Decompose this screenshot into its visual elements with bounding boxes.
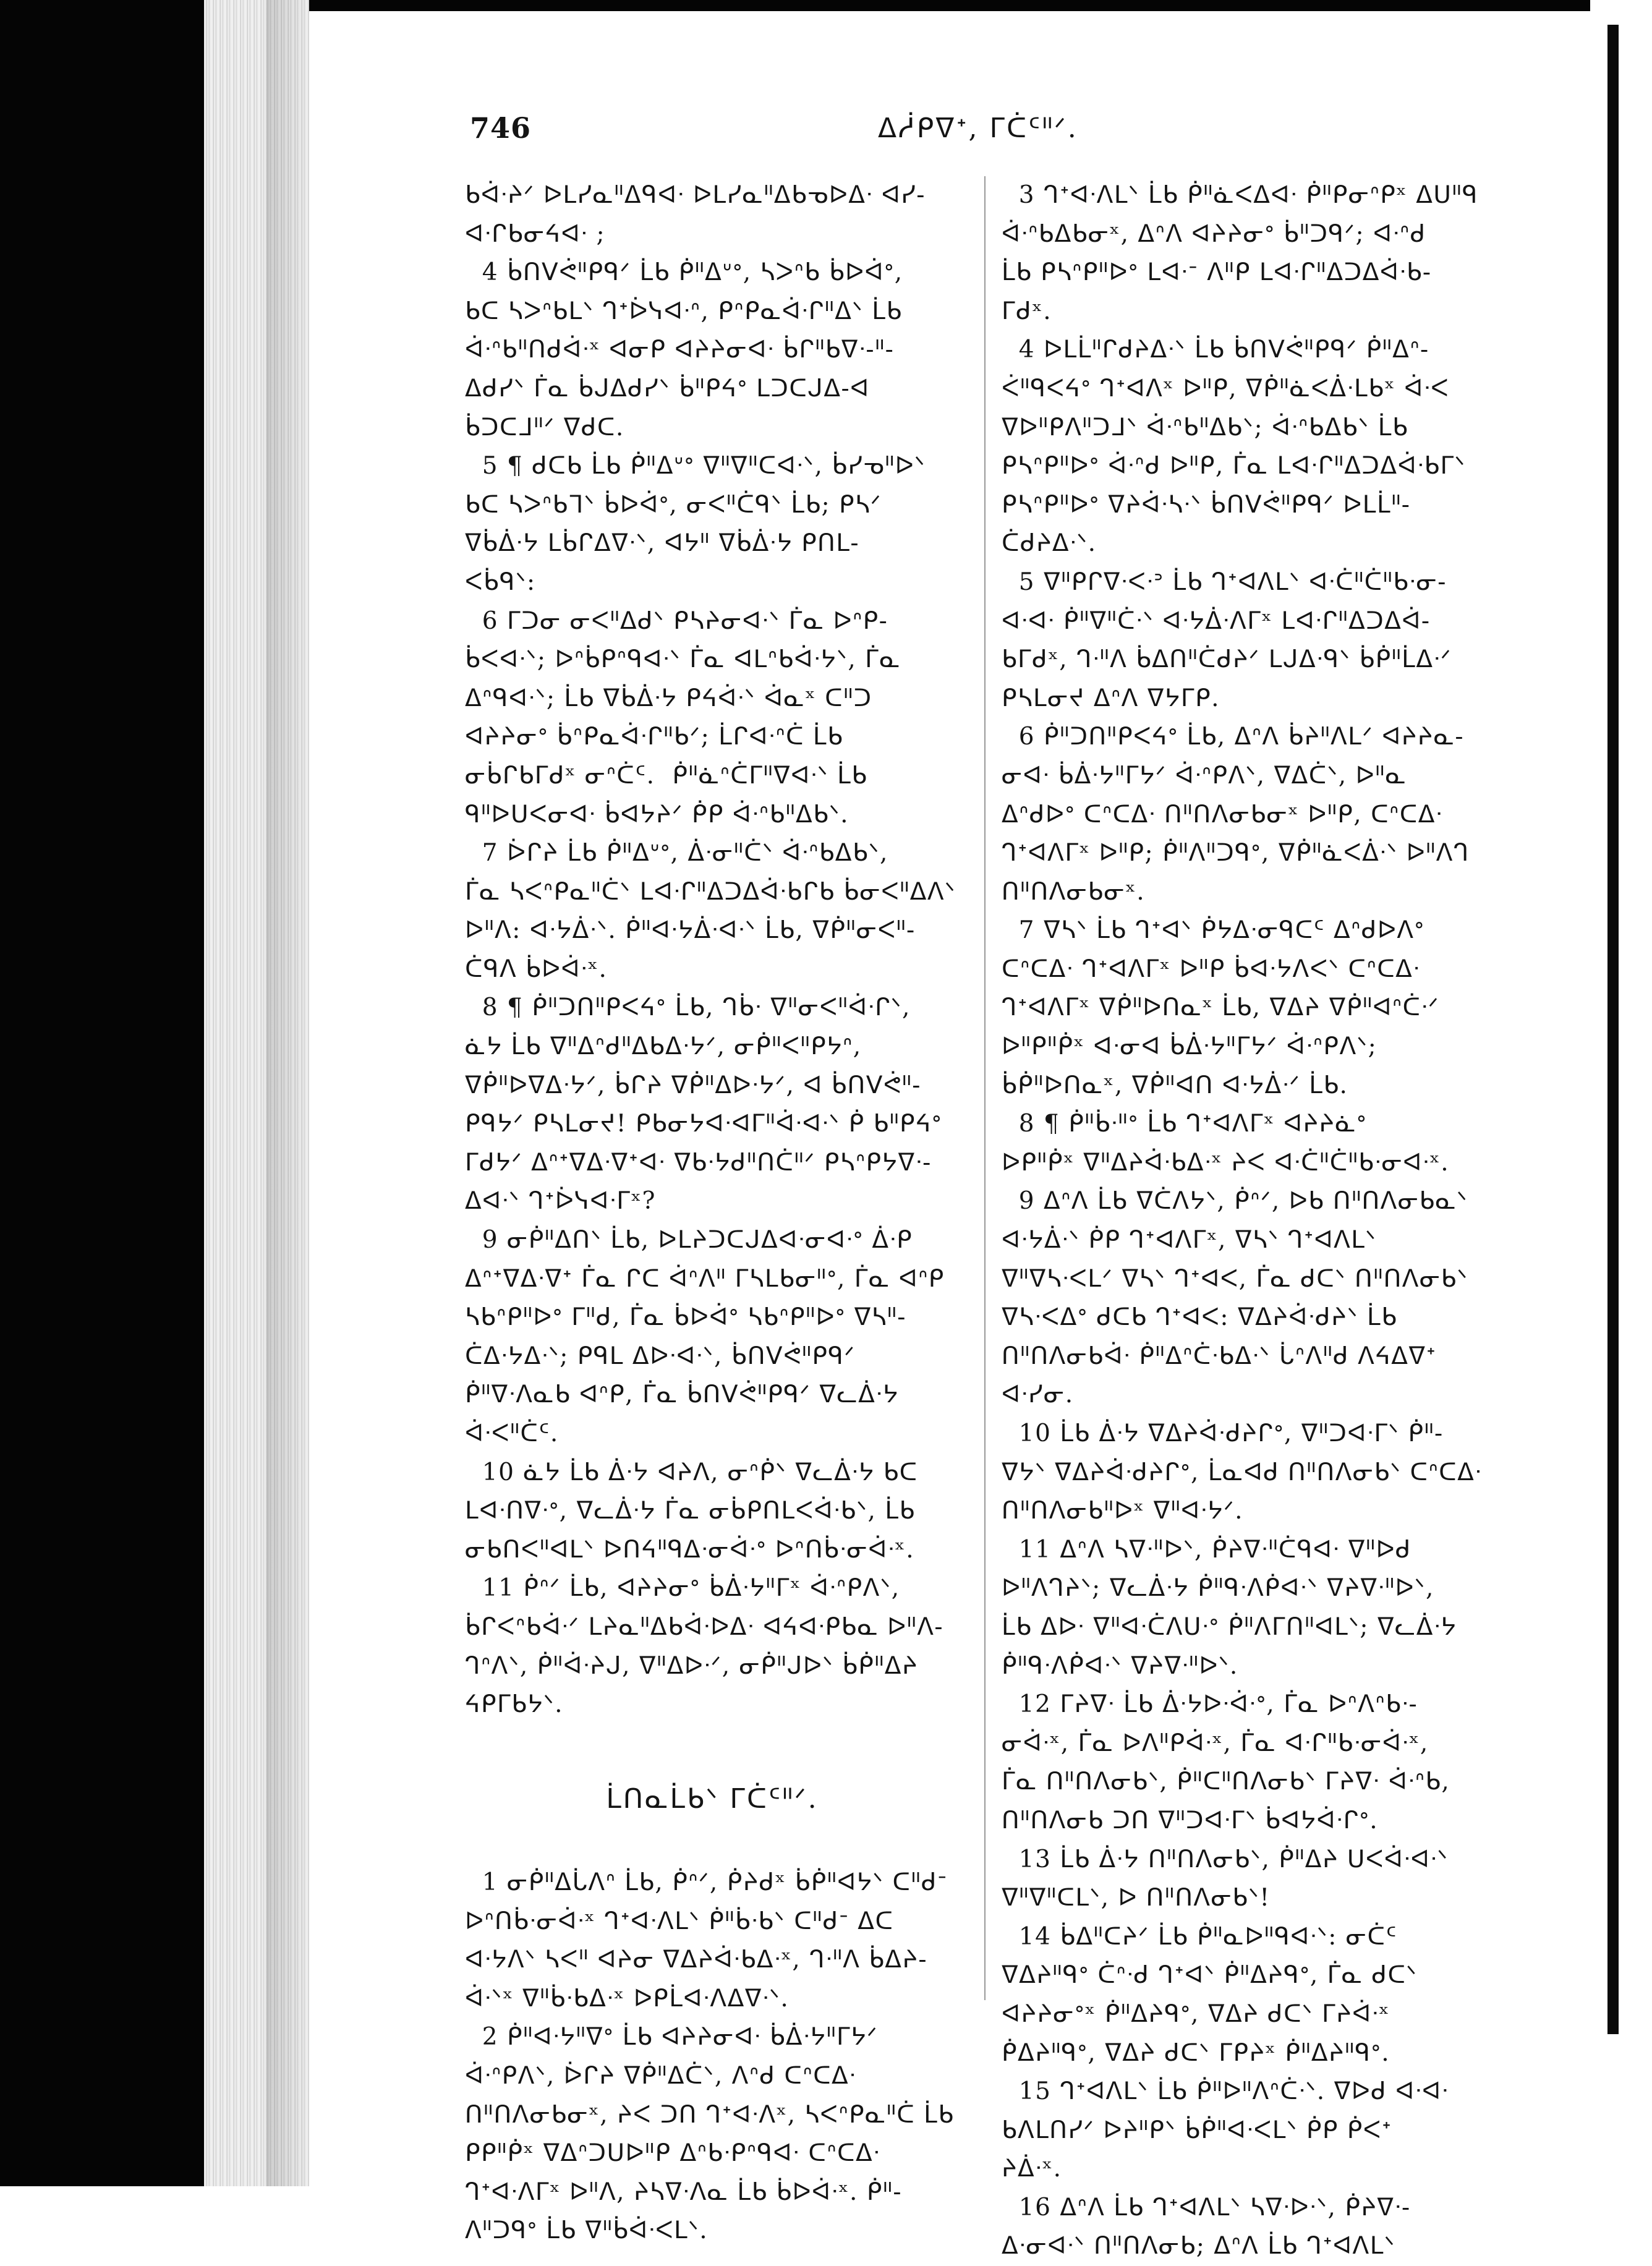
text-line: ᐋᐧᐸᐦᑖᑦ. (465, 1420, 559, 1447)
text-line: ᑮᐦᐁᐧᐱᓇᑲ ᐊᐢᑭ, ᒦᓇ ᑳᑎᐯᕚᐦᑭᑫᐟ ᐁᓚᐄᐧᔭ (465, 1381, 899, 1409)
text-line: ᑲᑕ ᓴᐳᐢᑲᒪᐠ ᒉᕀᐆᓭᐊᐧᐢ, ᑭᐢᑭᓇᐋᐧᒋᐦᐃᐠ ᒫᑲ (465, 297, 903, 325)
text-line: ᐊᔨᔨᓂᐤ ᑳᐢᑭᓇᐋᐧᒋᐦᑲᐟ; ᒫᒋᐊᐧᐢᑖ ᒫᑲ (465, 723, 844, 751)
text-line: ᑭᓴᒪᓂᔪ ᐃᐢᐱ ᐁᔭᒥᑭ. (1002, 684, 1220, 712)
text-line: ᓂᐊᐧ ᑳᐄᐧᔭᐦᒥᔭᐟ ᐋᐧᐢᑭᐱᐠ, ᐁᐃᑖᐠ, ᐅᐦᓇ (1002, 761, 1407, 790)
scanner-background (0, 0, 204, 2186)
text-line: 4 ᐅᒪᒫᐦᒋᑯᔨᐃᐧᐠ ᒫᑲ ᑳᑎᐯᕚᐦᑭᑫᐟ ᑮᐦᐃᐢ- (1002, 336, 1429, 364)
text-line: ᒥᑯˣ. (1002, 297, 1052, 325)
text-line: ᐁᐅᐦᑭᐱᐦᑐᒧᐠ ᐋᐧᐢᑲᐦᐃᑲᐠ; ᐋᐧᐢᑲᐃᑲᐠ ᒫᑲ (1002, 413, 1408, 441)
text-line: ᐁᑮᐦᐅᐁᐃᐧᔭᐟ, ᑳᒋᔨ ᐁᑮᐦᐃᐅᐧᔭᐟ, ᐊ ᑳᑎᐯᕚᐦ- (465, 1071, 921, 1099)
text-line: 5 ᐁᐦᑭᒋᐁᐧᐸᐧᐣ ᒫᑲ ᒉᕀᐊᐱᒪᐠ ᐊᐧᑖᐦᑖᐦᑲᐧᓂ- (1002, 568, 1447, 596)
text-line: 9 ᐃᐢᐱ ᒫᑲ ᐁᑖᐱᔭᐠ, ᑮᐢᐟ, ᐅᑲ ᑎᐦᑎᐱᓂᑲᓇᐠ (1002, 1187, 1468, 1216)
text-line: ᐃᑯᓯᐠ ᒦᓇ ᑳᒍᐃᑯᓯᐠ ᑳᐦᑭᔦᐤ ᒪᑐᑕᒍᐃ-ᐊ (465, 374, 870, 403)
text-line: ᑭᓴᐢᑭᐦᐅᐤ ᐋᐧᐢᑯ ᐅᐦᑭ, ᒦᓇ ᒪᐊᐧᒋᐦᐃᑐᐃᐋᐧᑲᒥᐠ (1002, 452, 1466, 480)
text-line: 6 ᑮᐦᑐᑎᐦᑭᐸᔦᐤ ᒫᑲ, ᐃᐢᐱ ᑳᔨᐦᐱᒪᐟ ᐊᔨᔨᓇ- (1002, 723, 1465, 751)
text-line: ᔦᑭᒥᑲᔭᐠ. (465, 1690, 564, 1719)
text-line: ᑕᐢᑕᐃᐧ ᒉᕀᐊᐱᒥˣ ᐅᐦᑭ ᑳᐊᐧᔭᐱᐸᐠ ᑕᐢᑕᐃᐧ (1002, 955, 1420, 983)
text-line: ᐁᓴᐧᐸᐃᐤ ᑯᑕᑲ ᒉᕀᐊᐸ: ᐁᐃᔨᐋᐧᑯᔨᐠ ᒫᑲ (1002, 1303, 1398, 1332)
text-line: ᓴᑲᐢᑭᐦᐅᐤ ᒥᐦᑯ, ᒦᓇ ᑳᐅᐋᐤ ᓴᑲᐢᑭᐦᐅᐤ ᐁᓴᐦ- (465, 1303, 906, 1332)
text-line: ᑮᐃᔨᐦᑫᐤ, ᐁᐃᔨ ᑯᑕᐠ ᒥᑭᔨˣ ᑮᐦᐃᔨᐦᑫᐤ. (1002, 2038, 1390, 2067)
text-line: 13 ᒫᑲ ᐄᐧᔭ ᑎᐦᑎᐱᓂᑲᐠ, ᑮᐦᐃᔨ ᑌᐸᐋᐧᐊᐧᐠ (1002, 1845, 1449, 1873)
left-column-bottom (465, 1863, 960, 2251)
left-column (465, 176, 960, 1724)
text-line: ᐊᔨᔨᓂᐤˣ ᑮᐦᐃᔨᑫᐤ, ᐁᐃᔨ ᑯᑕᐠ ᒥᔨᐋᐧˣ (1002, 2000, 1390, 2028)
text-line: ᑖᐃᐧᔭᐃᐧᐠ; ᑭᑫᒪ ᐃᐅᐧᐊᐧᐠ, ᑳᑎᐯᕚᐦᑭᑫᐟ (465, 1342, 856, 1370)
text-line: ᒉᕀᐊᐱᒥˣ ᐅᐦᑭ; ᑮᐦᐱᐦᑐᑫᐤ, ᐁᑮᐦᓈᐸᐄᐧᐠ ᐅᐦᐱᒉ (1002, 839, 1470, 867)
text-line: 7 ᐆᒋᔨ ᒫᑲ ᑮᐦᐃᐡᐤ, ᐄᐧᓂᐦᑖᐠ ᐋᐧᐢᑲᐃᑲᐠ, (465, 839, 888, 867)
text-line: ᒫᑲ ᑭᓴᐢᑭᐦᐅᐤ ᒪᐊᐧᐨ ᐱᐦᑭ ᒪᐊᐧᒋᐦᐃᑐᐃᐋᐧᑲ- (1002, 258, 1432, 287)
text-line: 16 ᐃᐢᐱ ᒫᑲ ᒉᕀᐊᐱᒪᐠ ᓴᐁᐧᐅᐧᐠ, ᑮᔨᐁᐧ- (1002, 2193, 1411, 2221)
text-line: 10 ᓈᔭ ᒫᑲ ᐄᐧᔭ ᐊᔨᐱ, ᓂᐢᑮᐠ ᐁᓚᐄᐧᔭ ᑲᑕ (465, 1458, 918, 1486)
text-line: ᐸᑳᑫᐠ: (465, 568, 536, 596)
text-line: ᐊᐧᓯᓂ. (1002, 1381, 1074, 1409)
text-line: ᐁᐦᐁᓴᐧᐸᒪᐟ ᐁᓴᐠ ᒉᕀᐊᐸ, ᒦᓇ ᑯᑕᐠ ᑎᐦᑎᐱᓂᑲᐠ (1002, 1264, 1468, 1293)
text-line: ᐁᑳᐄᐧᔭ ᒪᑳᒋᐃᐁᐧᐠ, ᐊᔭᐦ ᐁᑳᐄᐧᔭ ᑭᑎᒪ- (465, 529, 860, 558)
text-line: ᓂᑳᒋᑲᒥᑯˣ ᓂᐢᑖᑦ. ᑮᐦᓈᐢᑖᒥᐦᐁᐊᐧᐠ ᒫᑲ (465, 761, 868, 790)
text-line: ᑎᐦᑎᐱᓂᑲᓂˣ, ᔨᐸ ᑐᑎ ᒉᕀᐊᐧᐱˣ, ᓴᐸᐢᑭᓇᐦᑖ ᒫᑲ (465, 2100, 955, 2129)
text-line: ᑖᑫᐱ ᑳᐅᐋᐧˣ. (465, 955, 608, 983)
text-line: ᐊᐧᐊᐧ ᑮᐦᐁᐦᑖᐧᐠ ᐊᐧᔭᐄᐧᐱᒥˣ ᒪᐊᐧᒋᐦᐃᑐᐃᐋ- (1002, 607, 1431, 635)
text-line: ᑖᑯᔨᐃᐧᐠ. (1002, 529, 1097, 558)
text-line: 4 ᑳᑎᐯᕚᐦᑭᑫᐟ ᒫᑲ ᑮᐦᐃᐡᐤ, ᓴᐳᐢᑲ ᑳᐅᐋᐤ, (465, 258, 903, 287)
text-line: ᐃᐢᕀᐁᐃᐧᐁᕀ ᒦᓇ ᒋᑕ ᐋᐢᐱᐦ ᒥᓴᒪᑲᓂᐦᐤ, ᒦᓇ ᐊᐢᑭ (465, 1264, 945, 1293)
text-line: 1 ᓂᑮᐦᐃᒑᐱᐢ ᒫᑲ, ᑮᐢᐟ, ᑮᔨᑯˣ ᑳᑮᐦᐊᔭᐠ ᑕᐦᑯᐨ (465, 1868, 948, 1896)
text-line: ᐁᔭᐠ ᐁᐃᔨᐋᐧᑯᔨᒋᐤ, ᒫᓇᐊᑯ ᑎᐦᑎᐱᓂᑲᐠ ᑕᐢᑕᐃᐧ (1002, 1458, 1482, 1486)
text-line: ᐅᑭᐦᑮˣ ᐁᐦᐃᔨᐋᐧᑲᐃᐧˣ ᔨᐸ ᐊᐧᑖᐦᑖᐦᑲᐧᓂᐊᐧˣ. (1002, 1148, 1450, 1177)
text-line: ᑳᑮᐦᐅᑎᓇˣ, ᐁᑮᐦᐊᑎ ᐊᐧᔭᐄᐧᐟ ᒫᑲ. (1002, 1071, 1348, 1099)
text-line: ᔨᐄᐧˣ. (1002, 2155, 1062, 2183)
text-line: 3 ᒉᕀᐊᐧᐱᒪᐠ ᒫᑲ ᑮᐦᓈᐸᐃᐊᐧ ᑮᐦᑭᓂᐢᑭˣ ᐃᑌᐦᑫ (1002, 181, 1478, 209)
text-line: 11 ᑮᐢᐟ ᒫᑲ, ᐊᔨᔨᓂᐤ ᑳᐄᐧᔭᐦᒥˣ ᐋᐧᐢᑭᐱᐠ, (465, 1574, 900, 1603)
text-line: 9 ᓂᑮᐦᐃᑎᐠ ᒫᑲ, ᐅᒪᔨᑐᑕᒍᐃᐊᐧᓂᐊᐧᐤ ᐄᐧᑭ (465, 1226, 913, 1254)
opposite-page-edge (1590, 0, 1652, 2186)
text-line: ᑲᑕ ᓴᐳᐢᑲᒣᐠ ᑳᐅᐋᐤ, ᓂᐸᐦᑖᑫᐠ ᒫᑲ; ᑭᓴᐟ (465, 490, 882, 519)
text-line: 5 ¶ ᑯᑕᑲ ᒫᑲ ᑮᐦᐃᐡᐤ ᐁᐦᐁᐦᑕᐊᐧᐠ, ᑳᓯᓀᐦᐅᐠ (465, 452, 926, 480)
page-number: 746 (470, 111, 532, 145)
text-line: ᑎᐦᑎᐱᓂᑲᐋᐧ ᑮᐦᐃᐢᑖᐧᑲᐃᐧᐠ ᒑᐢᐱᐦᑯ ᐱᔦᐃᐁᕀ (1002, 1342, 1437, 1370)
text-line: ᐹᐦᑫᐸᔦᐤ ᒉᕀᐊᐱˣ ᐅᐦᑭ, ᐁᑮᐦᓈᐸᐄᐧᒪᑲˣ ᐋᐧᐸ (1002, 374, 1450, 403)
text-line: ᒉᐢᐱᐠ, ᑮᐦᐋᐧᔨᒍ, ᐁᐦᐃᐅᐧᐟ, ᓂᑮᐦᒍᐅᐠ ᑳᑮᐦᐃᔨ (465, 1651, 918, 1680)
text-line: 8 ¶ ᑮᐦᑳᐧᐦᐤ ᒫᑲ ᒉᕀᐊᐱᒥˣ ᐊᔨᔨᓈᐤ (1002, 1110, 1367, 1138)
text-line: ᐋᐧᐢᑲᐃᑲᓂˣ, ᐃᐢᐱ ᐊᔨᔨᓂᐤ ᑳᐦᑐᑫᐟ; ᐊᐧᐢᑯ (1002, 219, 1426, 248)
text-line: ᑭᑭᐦᑮˣ ᐁᐃᐢᑐᑌᐅᐦᑭ ᐃᐢᑲᐧᑭᐢᑫᐊᐧ ᑕᐢᑕᐃᐧ (465, 2139, 880, 2168)
text-line: ᐋᐧᐠˣ ᐁᐦᑳᐧᑲᐃᐧˣ ᐅᑭᒫᐊᐧᐱᐃᐁᐧᐠ. (465, 1984, 790, 2013)
text-line: ᐃᐢᑯᐅᐤ ᑕᐢᑕᐃᐧ ᑎᐦᑎᐱᓂᑲᓂˣ ᐅᐦᑭ, ᑕᐢᑕᐃᐧ (1002, 800, 1443, 828)
text-line: ᑭᑫᔭᐟ ᑭᓴᒪᓂᔪ! ᑭᑲᓂᔭᐊᐧᐊᒥᐦᐋᐧᐊᐧᐠ ᑮ ᑲᐦᑭᔦᐤ (465, 1110, 942, 1138)
text-line: ᐃᐊᐧᐠ ᒉᕀᐆᓭᐊᐧᒥˣ? (465, 1187, 656, 1216)
chapter-heading: ᒫᑎᓇᒫᑲᐠ ᒥᑖᑦᐦᐟ. (606, 1783, 819, 1815)
opposite-page-edge-line (1607, 25, 1619, 2034)
text-line: ᑮᐦᑫᐧᐱᑮᐊᐧᐠ ᐁᔨᐁᐧᐦᐅᐠ. (1002, 1651, 1238, 1680)
text-line: ᑲᒥᑯˣ, ᒉᐧᐦᐱ ᑳᐃᑎᐦᑖᑯᔨᐟ ᒪᒍᐃᐧᑫᐠ ᑳᑮᐦᒫᐃᐧᐟ (1002, 645, 1452, 674)
text-line: 15 ᒉᕀᐊᐱᒪᐠ ᒫᑲ ᑮᐦᐅᐦᐱᐢᑖᐧᐠ. ᐁᐅᑯ ᐊᐧᐊᐧ (1002, 2077, 1449, 2106)
text-line: ᐋᐧᐢᑭᐱᐠ, ᐆᒋᔨ ᐁᑮᐦᐃᑖᐠ, ᐱᐢᑯ ᑕᐢᑕᐃᐧ (465, 2061, 856, 2090)
binding-shadow (266, 0, 309, 2186)
text-line: 6 ᒥᑐᓂ ᓂᐸᐦᐃᑯᐠ ᑭᓴᔨᓂᐊᐧᐠ ᒦᓇ ᐅᐢᑭ- (465, 607, 888, 635)
running-head: ᐃᓲᑭᐁᕀ, ᒥᑖᑦᐦᐟ. (878, 113, 1078, 144)
column-divider (984, 176, 986, 2000)
text-line: ᐊᐧᔭᐄᐧᐠ ᑮᑭ ᒉᕀᐊᐱᒥˣ, ᐁᓴᐠ ᒉᕀᐊᐱᒪᐠ (1002, 1226, 1377, 1254)
text-line: ᑫᐦᐅᑌᐸᓂᐊᐧ ᑳᐊᔭᔨᐟ ᑮᑭ ᐋᐧᐢᑲᐦᐃᑲᐠ. (465, 800, 849, 828)
text-line: 12 ᒥᔨᐁᐧ ᒫᑲ ᐄᐧᔭᐅᐧᐋᐧᐤ, ᒦᓇ ᐅᐢᐱᐢᑲᐧ- (1002, 1690, 1418, 1719)
text-line: ᒦᓇ ᓴᐸᐢᑭᓇᐦᑖᐠ ᒪᐊᐧᒋᐦᐃᑐᐃᐋᐧᑲᒋᑲ ᑳᓂᐸᐦᐃᐱᐠ (465, 877, 956, 906)
text-line: 10 ᒫᑲ ᐄᐧᔭ ᐁᐃᔨᐋᐧᑯᔨᒋᐤ, ᐁᐦᑐᐊᐧᒥᐠ ᑮᐦ- (1002, 1420, 1444, 1447)
left-column-text-top (465, 176, 960, 1724)
text-line: ᐊᐧᒋᑲᓂᔦᐊᐧ ; (465, 219, 606, 248)
text-line: ᐅᐦᐱᒉᔨᐠ; ᐁᓚᐄᐧᔭ ᑮᐦᑫᐧᐱᑮᐊᐧᐠ ᐁᔨᐁᐧᐦᐅᐠ, (1002, 1574, 1434, 1603)
text-line: ᒦᓇ ᑎᐦᑎᐱᓂᑲᐠ, ᑮᐦᑕᐦᑎᐱᓂᑲᐠ ᒥᔨᐁᐧ ᐋᐧᐢᑲ, (1002, 1768, 1450, 1796)
text-line: ᒥᑯᔭᐟ ᐃᐢᕀᐁᐃᐧᐁᕀᐊᐧ ᐁᑲᐧᔭᑯᐦᑎᑖᐦᐟ ᑭᓴᐢᑭᔭᐁᐧ- (465, 1148, 932, 1177)
text-line: 7 ᐁᓴᐠ ᒫᑲ ᒉᕀᐊᐠ ᑮᔭᐃᐧᓂᑫᑕᑦ ᐃᐢᑯᐅᐱᐤ (1002, 916, 1425, 945)
text-line: ᑳᐸᐊᐧᐠ; ᐅᐢᑳᑭᐢᑫᐊᐧᐠ ᒦᓇ ᐊᒪᐢᑲᐋᐧᔭᐠ, ᒦᓇ (465, 645, 901, 674)
text-line: ᑲᐱᒪᑎᓯᐟ ᐅᔨᐦᑭᐠ ᑳᑮᐦᐊᐧᐸᒪᐠ ᑮᑭ ᑮᐸᕀ (1002, 2116, 1392, 2144)
text-line: 2 ᑮᐦᐊᐧᔭᐦᐁᐤ ᒫᑲ ᐊᔨᔨᓂᐊᐧ ᑳᐄᐧᔭᐦᒥᔭᐟ (465, 2023, 879, 2051)
text-line: ᒉᕀᐊᐧᐱᒥˣ ᐅᐦᐱ, ᔨᓴᐁᐧᐱᓇ ᒫᑲ ᑳᐅᐋᐧˣ. ᑮᐦ- (465, 2178, 903, 2206)
text-line: ᐁᐦᐁᐦᑕᒪᐠ, ᐅ ᑎᐦᑎᐱᓂᑲᐠ! (1002, 1884, 1271, 1912)
text-line: ᑲᐋᐧᔨᐟ ᐅᒪᓯᓇᐦᐃᑫᐊᐧ ᐅᒪᓯᓇᐦᐃᑲᓀᐅᐃᐧ ᐊᓯ- (465, 181, 926, 209)
text-line: ᒫᑲ ᐃᐅᐧ ᐁᐦᐊᐧᑖᐱᑌᐧᐤ ᑮᐦᐱᒥᑎᐦᐊᒪᐠ; ᐁᓚᐄᐧᔭ (1002, 1612, 1457, 1641)
text-line: 14 ᑳᐃᐦᑕᔨᐟ ᒫᑲ ᑮᐦᓇᐅᐦᑫᐊᐧᐠ: ᓂᑖᑦ (1002, 1922, 1397, 1951)
text-line: ᑳᑐᑕᒧᐦᐟ ᐁᑯᑕ. (465, 413, 624, 441)
text-line: ᐃᐢᑫᐊᐧᐠ; ᒫᑲ ᐁᑳᐄᐧᔭ ᑭᔦᐋᐧᐠ ᐋᓇˣ ᑕᐦᑐ (465, 684, 872, 712)
text-line: ᐃᐧᓂᐊᐧᐠ ᑎᐦᑎᐱᓂᑲ; ᐃᐢᐱ ᒫᑲ ᒉᕀᐊᐱᒪᐠ (1002, 2232, 1395, 2260)
text-line: ᐅᐦᐱ: ᐊᐧᔭᐄᐧᐠ. ᑮᐦᐊᐧᔭᐄᐧᐊᐧᐠ ᒫᑲ, ᐁᑮᐦᓂᐸᐦ- (465, 916, 916, 945)
text-line: ᓂᑲᑎᐸᐦᐊᒪᐠ ᐅᑎᔦᐦᑫᐃᐧᓂᐋᐧᐤ ᐅᐢᑎᑳᐧᓂᐋᐧˣ. (465, 1535, 915, 1564)
text-line: ᑎᐦᑎᐱᓂᑲᐦᐅˣ ᐁᐦᐊᐧᔭᐟ. (1002, 1497, 1243, 1525)
text-line: ᓈᔭ ᒫᑲ ᐁᐦᐃᐢᑯᐦᐃᑲᐃᐧᔭᐟ, ᓂᑮᐦᐸᐦᑭᔭᐢ, (465, 1033, 862, 1061)
text-line: ᓂᐋᐧˣ, ᒦᓇ ᐅᐱᐦᑭᐋᐧˣ, ᒦᓇ ᐊᐧᒋᐦᑲᐧᓂᐋᐧˣ, (1002, 1729, 1429, 1757)
text-line: ᒉᕀᐊᐱᒥˣ ᐁᑮᐦᐅᑎᓇˣ ᒫᑲ, ᐁᐃᔨ ᐁᑮᐦᐊᐢᑖᐧᐟ (1002, 994, 1439, 1022)
text-line: ᑭᓴᐢᑭᐦᐅᐤ ᐁᔨᐋᐧᓴᐧᐠ ᑳᑎᐯᕚᐦᑭᑫᐟ ᐅᒪᒫᐦ- (1002, 490, 1411, 519)
text-line: ᑎᐦᑎᐱᓂᑲᓂˣ. (1002, 877, 1146, 906)
text-line: 11 ᐃᐢᐱ ᓴᐁᐧᐦᐅᐠ, ᑮᔨᐁᐧᐦᑖᑫᐊᐧ ᐁᐦᐅᑯ (1002, 1535, 1411, 1564)
text-line: ᑎᐦᑎᐱᓂᑲ ᑐᑎ ᐁᐦᑐᐊᐧᒥᐠ ᑳᐊᔭᐋᐧᒋᐤ. (1002, 1806, 1379, 1834)
text-line: ᐅᐦᑭᐦᑮˣ ᐊᐧᓂᐊ ᑳᐄᐧᔭᐦᒥᔭᐟ ᐋᐧᐢᑭᐱᐠ; (1002, 1033, 1377, 1061)
text-line: ᐁᐃᔨᐦᑫᐤ ᑖᐢᐧᑯ ᒉᕀᐊᐠ ᑮᐦᐃᔨᑫᐤ, ᒦᓇ ᑯᑕᐠ (1002, 1961, 1418, 1990)
text-line: ᑳᒋᐸᐢᑲᐋᐧᐟ ᒪᔨᓇᐦᐃᑲᐋᐧᐅᐃᐧ ᐊᔦᐊᐧᑭᑲᓇ ᐅᐦᐱ- (465, 1612, 944, 1641)
text-line: ᒪᐊᐧᑎᐁᐧᐤ, ᐁᓚᐄᐧᔭ ᒦᓇ ᓂᑳᑭᑎᒪᐸᐋᐧᑲᐠ, ᒫᑲ (465, 1497, 916, 1525)
text-line: ᐋᐧᐢᑲᐦᑎᑯᐋᐧˣ ᐊᓂᑭ ᐊᔨᔨᓂᐊᐧ ᑳᒋᐦᑲᐁᐧ-ᐦ- (465, 336, 895, 364)
right-column (1002, 176, 1521, 2266)
text-line: ᐅᐢᑎᑳᐧᓂᐋᐧˣ ᒉᕀᐊᐧᐱᒪᐠ ᑮᐦᑳᐧᑲᐠ ᑕᐦᑯᐨ ᐃᑕ (465, 1907, 894, 1935)
text-line: ᐊᐧᔭᐱᐠ ᓴᐸᐦ ᐊᔨᓂ ᐁᐃᔨᐋᐧᑲᐃᐧˣ, ᒉᐧᐦᐱ ᑳᐃᔨ- (465, 1946, 928, 1974)
text-line: ᐱᐦᑐᑫᐤ ᒫᑲ ᐁᐦᑳᐋᐧᐸᒪᐠ. (465, 2217, 709, 2245)
text-line: 8 ¶ ᑮᐦᑐᑎᐦᑭᐸᔦᐤ ᒫᑲ, ᒉᑳᐧ ᐁᐦᓂᐸᐦᐋᐧᒋᐠ, (465, 994, 911, 1022)
